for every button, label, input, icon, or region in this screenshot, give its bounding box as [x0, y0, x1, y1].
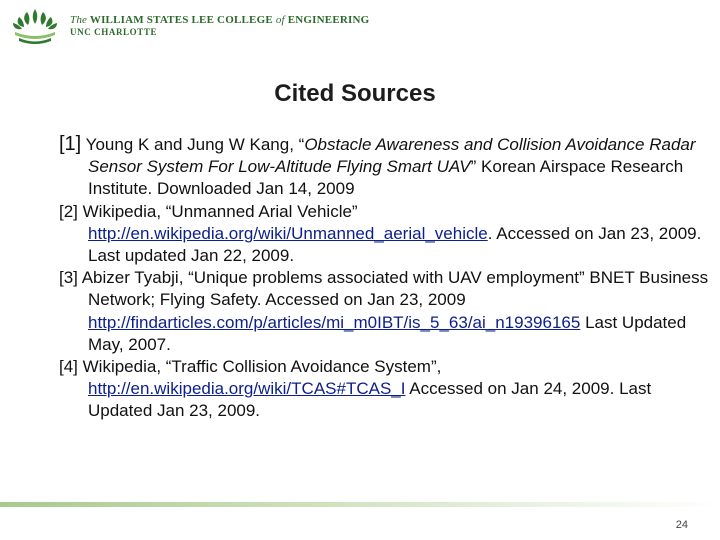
college-suffix: ENGINEERING — [287, 14, 370, 26]
reference-text: ” Korean Airspace Research Institute. Downloaded Jan 14, 2009 — [88, 157, 684, 199]
university-name: UNC CHARLOTTE — [70, 27, 158, 37]
reference-2 — [59, 201, 714, 268]
reference-italic-title: Obstacle Awareness and Collision Avoidance Radar Sensor System For Low-Altitude Flying Smart UAV — [88, 135, 696, 177]
reference-link[interactable]: http://en.wikipedia.org/wiki/Unmanned_aerial_vehicle — [88, 223, 488, 243]
reference-link[interactable]: http://en.wikipedia.org/wiki/TCAS#TCAS_I — [88, 379, 406, 399]
reference-number: [3] — [59, 268, 78, 288]
page-number: 24 — [675, 519, 688, 531]
reference-number: [1] — [59, 133, 82, 155]
reference-3 — [59, 267, 714, 356]
footer-divider — [0, 502, 720, 507]
reference-text: Young K and Jung W Kang, “ — [81, 135, 305, 154]
reference-text: Abizer Tyabji, “Unique problems associated with UAV employment” BNET Business Network; Flying Safety. Accessed on Jan 23, 2009 — [77, 268, 709, 310]
reference-text: Wikipedia, “Traffic Collision Avoidance System”, — [77, 357, 442, 377]
reference-text: Last Updated May, 2007. — [88, 312, 687, 354]
college-prefix: The — [70, 14, 88, 26]
reference-number: [2] — [59, 201, 78, 221]
reference-number: [4] — [59, 357, 78, 377]
reference-4 — [59, 356, 714, 423]
reference-text: Wikipedia, “Unmanned Arial Vehicle” — [77, 201, 358, 221]
reference-1 — [59, 133, 714, 201]
college-name — [70, 14, 369, 37]
unc-charlotte-crown-logo-icon — [9, 5, 61, 47]
header — [0, 0, 720, 52]
college-name-main: WILLIAM STATES LEE COLLEGE — [89, 14, 273, 26]
reference-list — [59, 133, 714, 423]
college-of: of — [275, 14, 285, 26]
reference-text: Accessed on Jan 24, 2009. Last Updated Jan 23, 2009. — [88, 379, 652, 421]
reference-link[interactable]: http://findarticles.com/p/articles/mi_m0IBT/is_5_63/ai_n19396165 — [88, 312, 581, 332]
reference-text: . Accessed on Jan 23, 2009. Last updated Jan 22, 2009. — [88, 223, 702, 266]
page-title: Cited Sources — [274, 80, 436, 107]
